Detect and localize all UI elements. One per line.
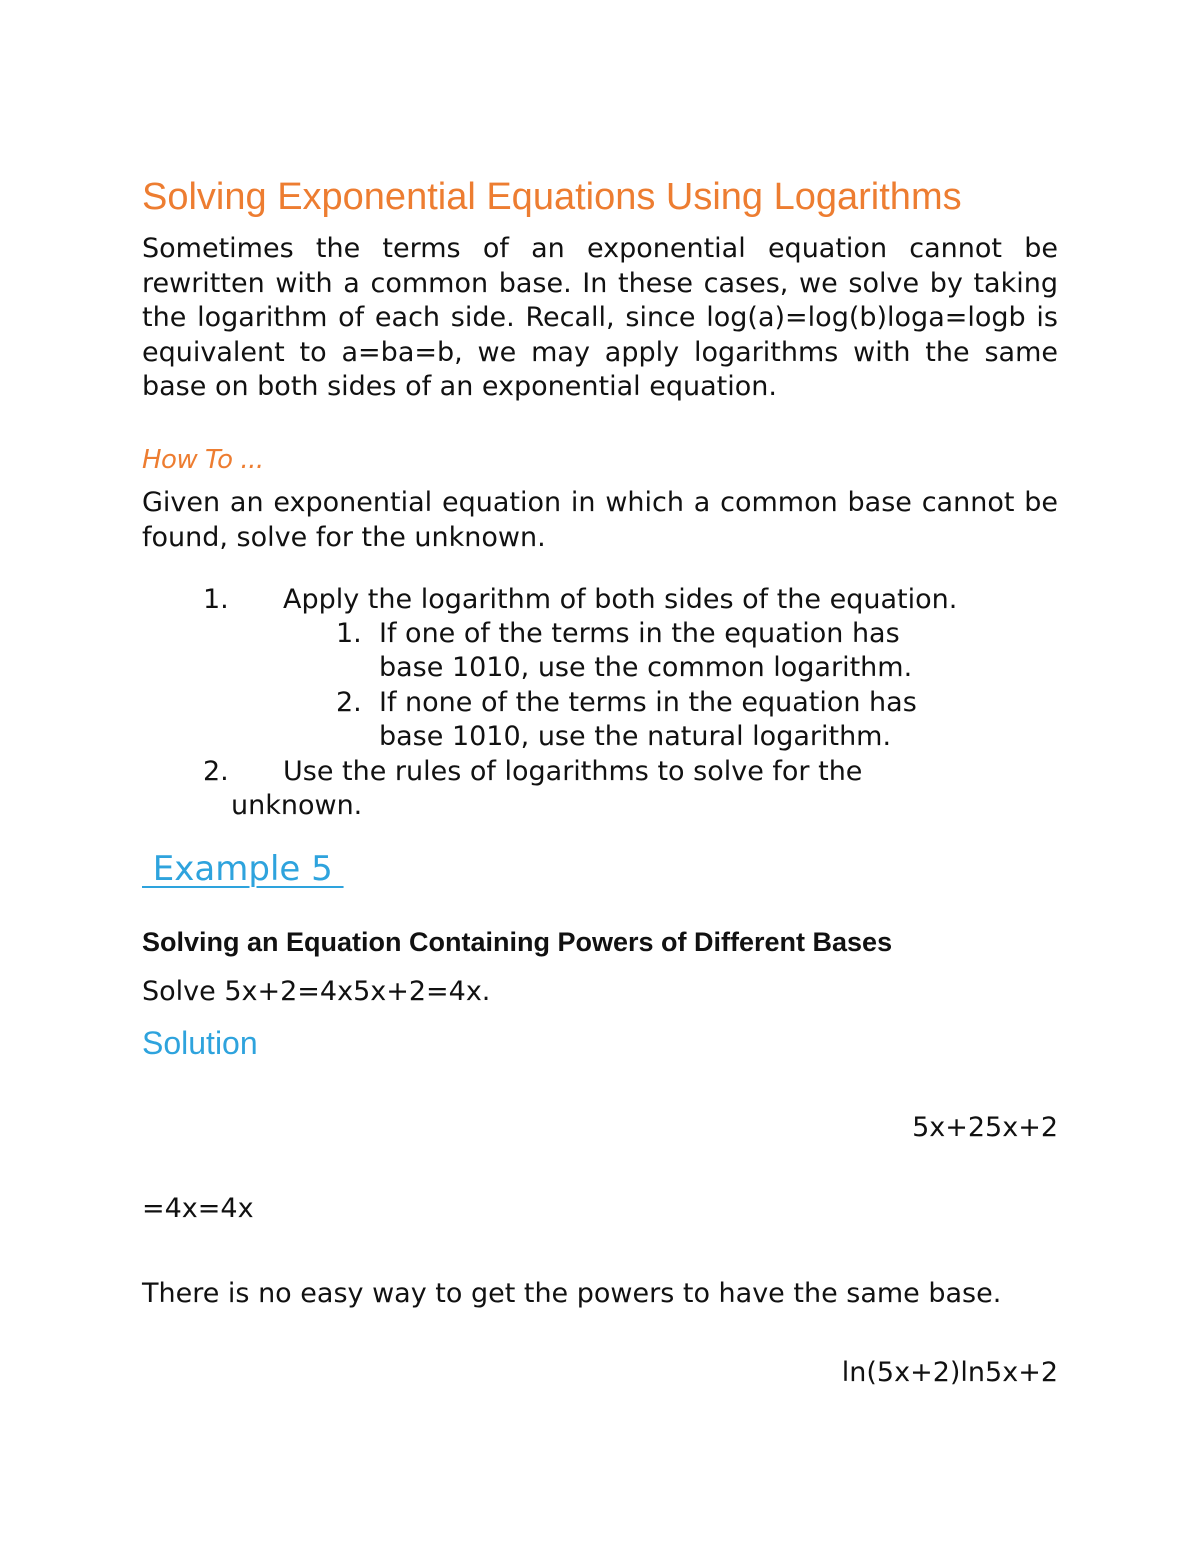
substep-1-line2: base 1010, use the common logarithm. [379, 652, 913, 683]
howto-label: How To ... [142, 445, 264, 475]
explanation-paragraph: There is no easy way to get the powers to have the same base. [142, 1278, 1002, 1309]
substep-2-number: 2. [336, 687, 362, 718]
howto-paragraph: Given an exponential equation in which a common base cannot be found, solve for the unknown. [142, 487, 1058, 553]
solve-statement: Solve 5x+2=4x5x+2=4x. [142, 976, 491, 1007]
substep-1-number: 1. [336, 618, 362, 649]
step-1-number: 1. [203, 584, 229, 615]
intro-paragraph: Sometimes the terms of an exponential equation cannot be rewritten with a common base. In these cases, we solve by taking the logarithm of each side. Recall, since log(a)=log(b)loga=logb is equivalent to a=ba=b, we may apply logarithms with the same base on both sides of an exponential equation. [142, 233, 1058, 402]
equation-line-3: ln(5x+2)ln5x+2 [841, 1357, 1058, 1388]
step-2-line1: Use the rules of logarithms to solve for the [283, 756, 863, 787]
step-2-line2: unknown. [231, 790, 363, 821]
example-title: Solving an Equation Containing Powers of Different Bases [142, 927, 893, 957]
example-heading: Example 5 [142, 849, 344, 889]
substep-2-line1: If none of the terms in the equation has [379, 687, 917, 718]
substep-1-line1: If one of the terms in the equation has [379, 618, 900, 649]
document-title: Solving Exponential Equations Using Logarithms [142, 176, 962, 218]
equation-line-2: =4x=4x [142, 1193, 254, 1224]
substep-2-line2: base 1010, use the natural logarithm. [379, 721, 892, 752]
solution-label: Solution [142, 1025, 258, 1061]
step-1-text: Apply the logarithm of both sides of the equation. [283, 584, 958, 615]
equation-line-1: 5x+25x+2 [912, 1112, 1058, 1143]
step-2-number: 2. [203, 756, 229, 787]
